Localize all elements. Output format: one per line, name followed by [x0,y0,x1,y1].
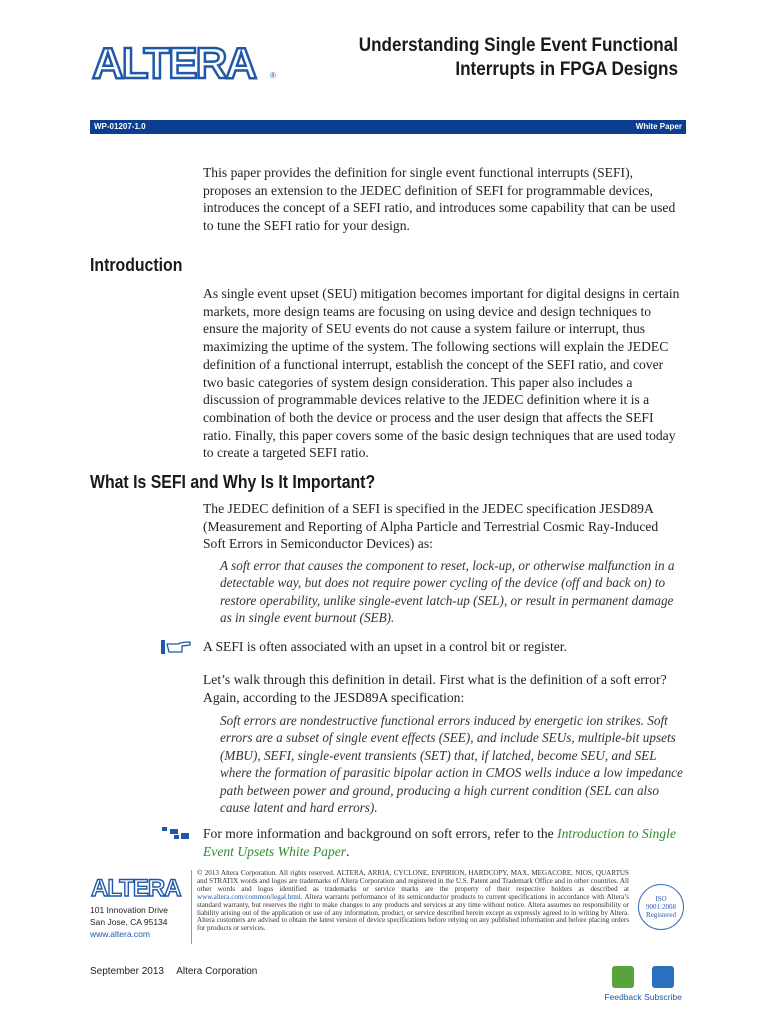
address-line-1: 101 Innovation Drive [90,905,168,915]
publication-date: September 2013 [90,966,164,977]
document-info-band [90,120,686,134]
more-info-paragraph: For more information and background on soft errors, refer to the Introduction to Single Event Upsets White Paper. [203,826,676,859]
jedec-sefi-quote: A soft error that causes the component to reset, lock-up, or otherwise malfunction in a detectable way, but does not require power cycling of the device (off and back on) to restore operability, unlike single-event latch-up (SEL), or result in permanent damage as in single event burnout (SEB). [220,558,675,626]
subscribe-icon [652,966,674,988]
feedback-label: Feedback [604,992,642,1002]
subscribe-button[interactable] [643,966,683,1002]
document-type: White Paper [635,122,682,131]
document-title [318,34,678,82]
company-name: Altera Corporation [176,966,258,977]
title-line-2: Interrupts in FPGA Designs [455,59,678,80]
feedback-button[interactable] [603,966,643,1002]
introduction-paragraph: As single event upset (SEU) mitigation becomes important for digital designs in certain markets, more design teams are focusing on using device and design techniques to ensure the majority of SEU events do not cause a system failure or interrupt, thus maximizing the uptime of the system. The following sections will explain the JEDEC definition of a functional interrupt, establish the concept of the SEFI ratio, and cover two basic categories of system design consideration. This paper also includes a discussion of programmable devices relative to the JEDEC definition where it is a combination of both the device or process and the user design that affects the SEFI ratio. Finally, this paper covers some of the basic design techniques that are used today to create a targeted SEFI ratio. [203,286,680,461]
iso-seal: ISO 9001:2008 Registered [638,884,684,930]
subscribe-label: Subscribe [644,992,682,1002]
legal-notice: © 2013 Altera Corporation. All rights reserved. ALTERA, ARRIA, CYCLONE, ENPIRION, HARDCOPY, MAX, MEGACORE, NIOS, QUARTUS and STRATIX words and logos are trademarks of Altera Corporation and registered in the U.S. Patent and Trademark Office and in other countries. All other words and logos identified as trademarks or service marks are the property of their respective holders as described at www.altera.com/common/legal.html. Altera warrants performance of its semiconductor products to current specifications in accordance with Altera’s standard warranty, but reserves the right to make changes to any products and services at any time without notice. Altera assumes no responsibility or liability arising out of the application or use of any information, product, or service described herein except as expressly agreed to in writing by Altera. Altera customers are advised to obtain the latest version of device specifications before relying on any published information and before placing orders for products or services. [197,869,629,933]
sefi-paragraph-2: Let’s walk through this definition in detail. First what is the definition of a soft error? Again, according to the JESD89A specification: [203,672,667,705]
footer-address [90,904,168,940]
sefi-heading: What Is SEFI and Why Is It Important? [90,472,376,492]
title-line-1: Understanding Single Event Functional [358,35,678,56]
address-line-2: San Jose, CA 95134 [90,917,168,927]
soft-error-quote: Soft errors are nondestructive functional errors induced by energetic ion strikes. Soft errors are a subset of single event effects (SEE), and include SEUs, multiple-bit upsets (MBU), SEFI, single-event transients (SET) that, if latched, become SEU, and SEL where the formation of parasitic bipolar action in CMOS wells induce a low impedance path between power and ground, producing a high current condition (SEL can also cause latent and hard errors). [220,713,683,816]
page-footer [90,966,267,977]
footer-logo-text: ALTERA [91,875,181,901]
sefi-paragraph-1: The JEDEC definition of a SEFI is specified in the JEDEC specification JESD89A (Measurement and Reporting of Alpha Particle and Terrestrial Cosmic Ray-Induced Soft Errors in Semiconductor Devices) as: [203,501,659,552]
footer-legal-box [90,868,686,946]
altera-logo-text: ALTERA [92,39,256,88]
footer-altera-logo [90,873,186,901]
introduction-heading: Introduction [90,255,183,275]
svg-text:®: ® [270,71,276,80]
sefi-note: A SEFI is often associated with an upset in a control bit or register. [203,639,567,654]
document-id: WP-01207-1.0 [94,122,146,131]
altera-website-link[interactable]: www.altera.com [90,929,150,939]
footer-divider [191,870,192,944]
hand-pointer-icon [160,638,194,656]
soft-error-whitepaper-link[interactable]: Introduction to Single Event Upsets White Paper [203,826,676,859]
more-info-icon [160,824,194,842]
feedback-icon [612,966,634,988]
legal-url-link[interactable]: www.altera.com/common/legal.html [197,892,301,901]
altera-logo [90,38,280,88]
abstract-paragraph: This paper provides the definition for single event functional interrupts (SEFI), proposes an extension to the JEDEC definition of SEFI for programmable devices, introduces the concept of a SEFI ratio, and introduces some capability that can be used to tune the SEFI ratio for your design. [203,165,676,234]
